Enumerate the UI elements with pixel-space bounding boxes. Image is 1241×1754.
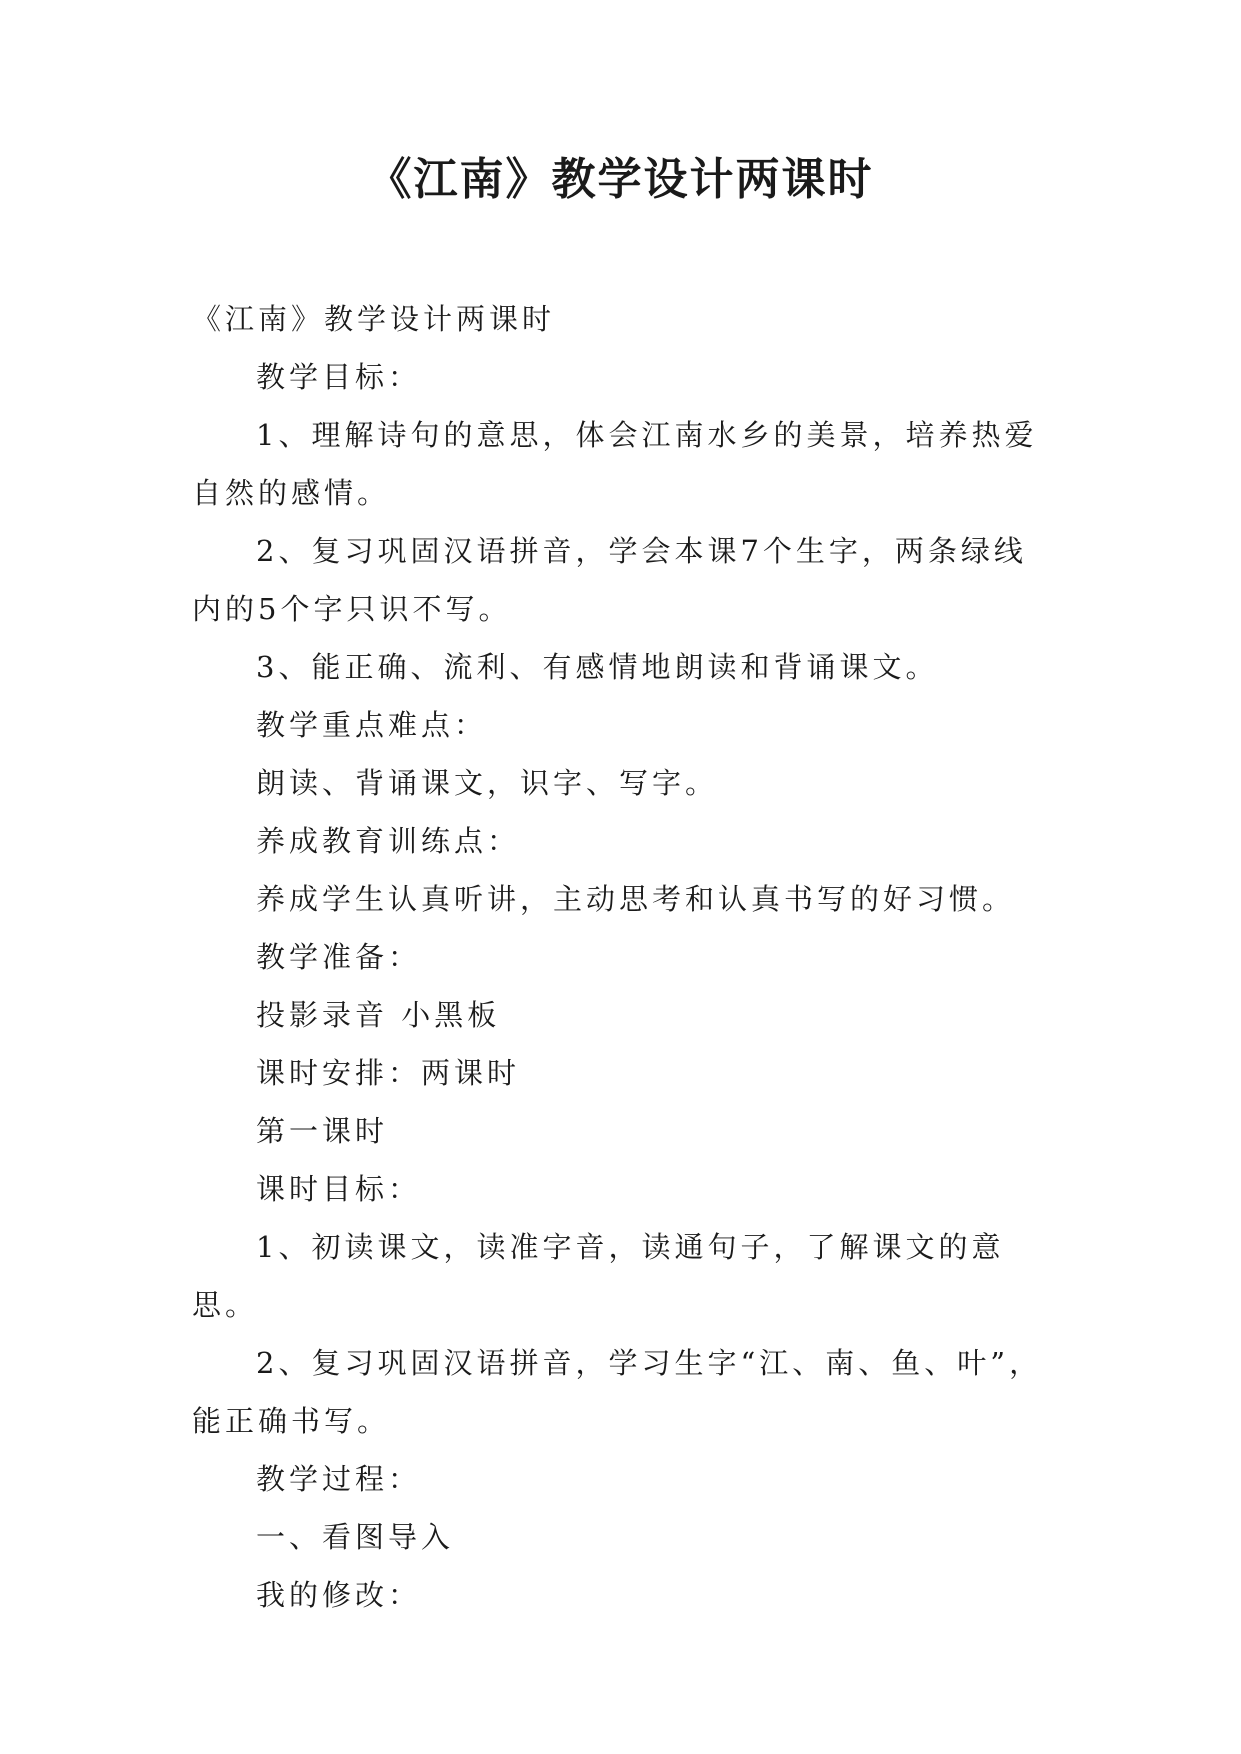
subtitle-line: 《江南》教学设计两课时: [192, 302, 556, 336]
habit-training-text: 养成学生认真听讲，主动思考和认真书写的好习惯。: [256, 882, 1016, 916]
my-revision-label: 我的修改：: [256, 1578, 422, 1612]
section-heading-lesson-objectives: 课时目标：: [256, 1172, 422, 1206]
section-heading-first-lesson: 第一课时: [256, 1114, 389, 1148]
lesson-objective-item-1: 1、初读课文，读准字音，读通句子，了解课文的意思。: [192, 1230, 1005, 1322]
section-heading-objectives: 教学目标：: [256, 360, 422, 394]
objective-item-2: 2、复习巩固汉语拼音，学会本课7个生字，两条绿线内的5个字只识不写。: [192, 534, 1027, 626]
document-body: [192, 290, 1052, 1624]
lesson-arrangement: 课时安排：两课时: [256, 1056, 521, 1090]
section-heading-process: 教学过程：: [256, 1462, 422, 1496]
section-heading-preparation: 教学准备：: [256, 940, 422, 974]
section-heading-key-points: 教学重点难点：: [256, 708, 488, 742]
lesson-objective-item-2: 2、复习巩固汉语拼音，学习生字“江、南、鱼、叶”，能正确书写。: [192, 1346, 1043, 1438]
section-heading-habit-training: 养成教育训练点：: [256, 824, 521, 858]
objective-item-1: 1、理解诗句的意思，体会江南水乡的美景，培养热爱自然的感情。: [192, 418, 1038, 510]
key-points-text: 朗读、背诵课文，识字、写字。: [256, 766, 719, 800]
objective-item-3: 3、能正确、流利、有感情地朗读和背诵课文。: [256, 650, 939, 684]
preparation-text: 投影录音 小黑板: [256, 998, 501, 1032]
document-title: 《江南》教学设计两课时: [367, 154, 874, 205]
process-step-1: 一、看图导入: [256, 1520, 455, 1554]
